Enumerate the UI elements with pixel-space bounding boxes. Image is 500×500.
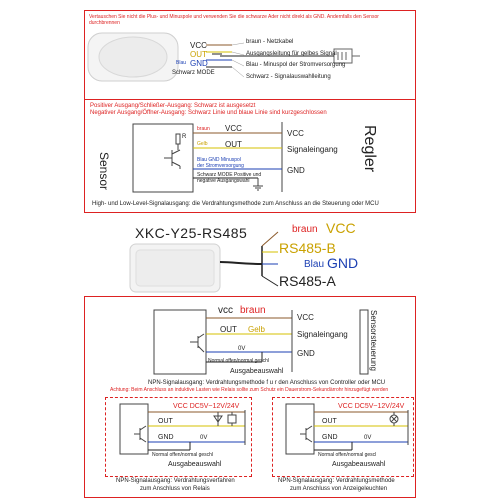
indicator-sel2: Ausgabeauswahl — [332, 461, 386, 468]
relay-gnd: GND — [158, 434, 174, 441]
wire-label-vcc: VCC — [190, 41, 207, 50]
npn-controller-caption: NPN-Signalausgang: Verdrahtungsmethode f u r den Anschluss von Controller oder MCU — [148, 380, 386, 386]
npn-sel1: Normal offen/normal geschl — [208, 358, 270, 364]
indicator-caption-2: zum Anschluss von Anzeigeleuchten — [290, 486, 388, 492]
indicator-gnd: GND — [322, 434, 338, 441]
rs485-gnd: GND — [327, 255, 359, 271]
sensor-label: Sensor — [97, 152, 111, 191]
mode-label-2: negative Ausgangswahl — [197, 178, 250, 184]
level-output-caption: High- und Low-Level-Signalausgang: die Verdrahtungsmethode zum Anschluss an die Steuerung oder MCU — [92, 201, 379, 207]
npn-vcc: vcc — [218, 305, 233, 316]
npn-inductive-note: Achtung: Beim Anschluss an induktive Lasten wie Relais sollte zum Schutz ein Dauerstrom-Sekundärrohr hinzugefügt werden — [110, 387, 389, 393]
legend-line-2: Ausgangsleitung für gelbes Signal — [246, 51, 337, 57]
relay-sel2: Ausgabeauswahl — [168, 461, 222, 468]
wire-gelb-label: Gelb — [197, 141, 208, 147]
controller-gnd: GND — [287, 166, 305, 175]
legend-line-1: braun - Netzkabel — [246, 39, 294, 45]
relay-caption-1: NPN-Signalausgang: Verdrahtungsverfahren — [116, 478, 235, 484]
npn-right-gnd: GND — [297, 349, 315, 358]
relay-out: OUT — [158, 418, 173, 425]
relay-sel1: Normal offen/normal geschl — [152, 452, 214, 458]
wire-label-mode: Schwarz MODE — [172, 70, 215, 76]
relay-0v: 0V — [200, 435, 208, 441]
rs485-a: RS485-A — [279, 273, 336, 289]
rs485-wire-blau: Blau — [304, 259, 325, 270]
rs485-b: RS485-B — [279, 240, 336, 256]
controller-label: Regler — [361, 125, 378, 173]
resistor-label: R — [182, 134, 187, 140]
model-name: XKC-Y25-RS485 — [135, 225, 248, 241]
indicator-out: OUT — [322, 418, 337, 425]
legend-line-4: Schwarz - Signalauswahlleitung — [246, 74, 331, 80]
npn-sel2: Ausgabeauswahl — [230, 368, 284, 375]
note-positive-output: Positiver Ausgang/Schließer-Ausgang: Schwarz ist ausgesetzt — [90, 103, 256, 109]
relay-vcc: VCC DC5V~12V/24V — [173, 403, 240, 410]
sensor-controller-label: Sensorsteuerung — [369, 310, 378, 371]
blue-gnd-label-1: Blau GND Minuspol — [197, 157, 241, 163]
npn-out: OUT — [220, 325, 237, 334]
blue-gnd-label-2: der Stromversorgung — [197, 163, 244, 169]
relay-caption-2: zum Anschluss von Relais — [140, 486, 210, 492]
npn-gelb: Gelb — [248, 325, 265, 334]
wire-label-gnd: GND — [190, 59, 208, 68]
npn-braun: braun — [240, 305, 266, 316]
controller-signal-input: Signaleingang — [287, 145, 338, 154]
controller-vcc: VCC — [287, 129, 304, 138]
wire-vcc-label: VCC — [225, 124, 242, 133]
wire-label-gnd-prefix: Blau — [176, 60, 187, 66]
mode-label-1: Schwarz MODE Positive und — [197, 172, 262, 178]
rs485-vcc: VCC — [326, 220, 356, 236]
npn-right-vcc: VCC — [297, 313, 314, 322]
npn-0v: 0V — [238, 346, 246, 352]
indicator-caption-1: NPN-Signalausgang: Verdrahtungsmethode — [278, 478, 395, 484]
npn-right-signal: Signaleingang — [297, 330, 348, 339]
indicator-vcc: VCC DC5V~12V/24V — [338, 403, 405, 410]
wire-out-label: OUT — [225, 140, 242, 149]
indicator-0v: 0V — [364, 435, 372, 441]
legend-line-3: Blau - Minuspol der Stromversorgung — [246, 62, 346, 68]
wire-braun-label: braun — [197, 126, 210, 132]
warning-text: Vertauschen Sie nicht die Plus- und Minuspole und verwenden Sie die schwarze Ader nicht direkt als GND. Andernfalls den Sensor durchbrennen — [89, 14, 379, 26]
rs485-wire-braun: braun — [292, 224, 318, 235]
note-negative-output: Negativer Ausgang/Öffner-Ausgang: Schwarz Linie und blaue Linie sind kurzgeschlossen — [90, 110, 327, 116]
indicator-sel1: Normal offen/normal gescl — [318, 452, 377, 458]
wire-label-out: OUT — [190, 50, 207, 59]
